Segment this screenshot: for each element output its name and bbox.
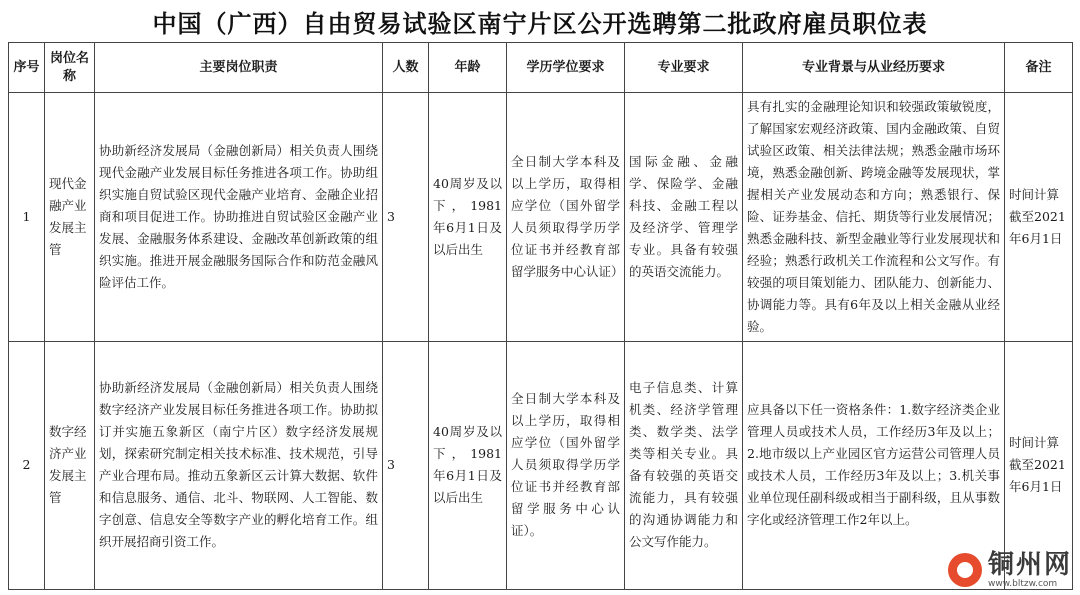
header-experience: 专业背景与从业经历要求 bbox=[743, 43, 1005, 93]
cell-count: 3 bbox=[383, 341, 429, 590]
job-position-table bbox=[8, 42, 1073, 590]
cell-position: 数字经济产业发展主管 bbox=[45, 341, 95, 590]
watermark-url: www.bltzw.com bbox=[987, 579, 1058, 589]
header-age: 年龄 bbox=[429, 43, 507, 93]
cell-experience: 具有扎实的金融理论知识和较强政策敏锐度，了解国家宏观经济政策、国内金融政策、自贸试验区政策、相关法律法规；熟悉金融市场环境，熟悉金融创新、跨境金融等发展现状，掌握相关产业发展动态和方向；熟悉银行、保险、证券基金、信托、期货等行业发展情况；熟悉金融科技、新型金融业等行业发展现状和经验；熟悉行政机关工作流程和公文写作。有较强的项目策划能力、团队能力、创新能力、协调能力等。具有6年及以上相关金融从业经验。 bbox=[743, 93, 1005, 342]
cell-remark: 时间计算截至2021年6月1日 bbox=[1005, 93, 1073, 342]
table-row bbox=[9, 93, 1073, 342]
cell-remark: 时间计算截至2021年6月1日 bbox=[1005, 341, 1073, 590]
header-no: 序号 bbox=[9, 43, 45, 93]
cell-duties: 协助新经济发展局（金融创新局）相关负责人围绕数字经济产业发展目标任务推进各项工作。协助拟订并实施五象新区（南宁片区）数字经济发展规划，探索研究制定相关技术标准、技术规范，引导产业合理布局。推动五象新区云计算大数据、软件和信息服务、通信、北斗、物联网、人工智能、数字创意、信息安全等数字产业的孵化培育工作。组织开展招商引资工作。 bbox=[95, 341, 383, 590]
watermark-logo-icon bbox=[948, 553, 982, 587]
cell-position: 现代金融产业发展主管 bbox=[45, 93, 95, 342]
cell-age: 40周岁及以下，1981年6月1日及以后出生 bbox=[429, 93, 507, 342]
cell-major: 电子信息类、计算机类、经济学管理类、数学类、法学类等相关专业。具备有较强的英语交流能力，具有较强的沟通协调能力和公文写作能力。 bbox=[625, 341, 743, 590]
cell-no: 1 bbox=[9, 93, 45, 342]
header-remark: 备注 bbox=[1005, 43, 1073, 93]
cell-major: 国际金融、金融学、保险学、金融科技、金融工程以及经济学、管理学专业。具备有较强的英语交流能力。 bbox=[625, 93, 743, 342]
cell-age: 40周岁及以下，1981年6月1日及以后出生 bbox=[429, 341, 507, 590]
site-watermark bbox=[948, 551, 1072, 589]
header-duties: 主要岗位职责 bbox=[95, 43, 383, 93]
header-major: 专业要求 bbox=[625, 43, 743, 93]
document-title: 中国（广西）自由贸易试验区南宁片区公开选聘第二批政府雇员职位表 bbox=[152, 9, 928, 38]
header-education: 学历学位要求 bbox=[507, 43, 625, 93]
table-row bbox=[9, 341, 1073, 590]
cell-experience: 应具备以下任一资格条件：1.数字经济类企业管理人员或技术人员，工作经历3年及以上；2.地市级以上产业园区官方运营公司管理人员或技术人员，工作经历3年及以上；3.机关事业单位现任副科级或相当于副科级，且从事数字化或经济管理工作2年以上。 bbox=[743, 341, 1005, 590]
watermark-text bbox=[988, 551, 1072, 589]
cell-no: 2 bbox=[9, 341, 45, 590]
cell-education: 全日制大学本科及以上学历，取得相应学位（国外留学人员须取得学历学位证书并经教育部留学服务中心认证） bbox=[507, 93, 625, 342]
table-header-row bbox=[9, 43, 1073, 93]
header-count: 人数 bbox=[383, 43, 429, 93]
cell-education: 全日制大学本科及以上学历，取得相应学位（国外留学人员须取得学历学位证书并经教育部留学服务中心认证）。 bbox=[507, 341, 625, 590]
watermark-name: 铜州网 bbox=[987, 550, 1072, 580]
cell-duties: 协助新经济发展局（金融创新局）相关负责人围绕现代金融产业发展目标任务推进各项工作。协助组织实施自贸试验区现代金融产业培育、金融企业招商和项目促进工作。协助推进自贸试验区金融产业发展、金融服务体系建设、金融改革创新政策的组织实施。推进开展金融服务国际合作和防范金融风险评估工作。 bbox=[95, 93, 383, 342]
cell-count: 3 bbox=[383, 93, 429, 342]
header-position: 岗位名称 bbox=[45, 43, 95, 93]
